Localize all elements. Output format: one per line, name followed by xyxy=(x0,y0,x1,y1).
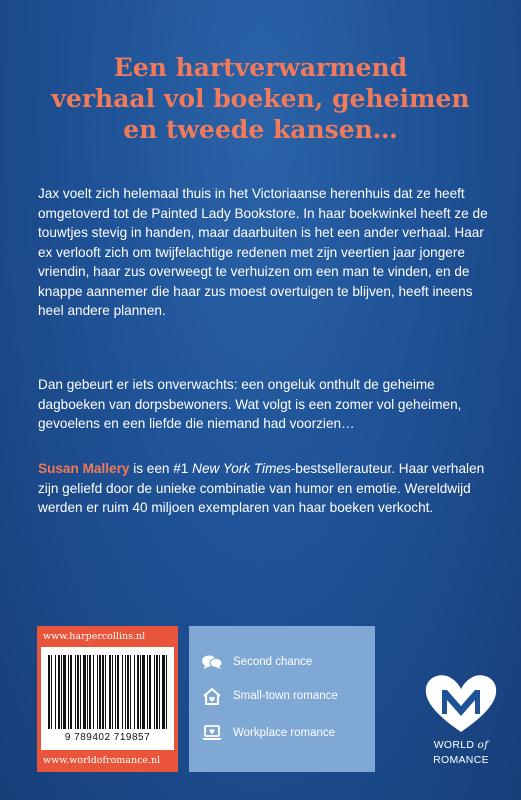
barcode-bar xyxy=(112,655,113,729)
world-of-romance-logo xyxy=(418,670,504,780)
genre-workplace-romance xyxy=(201,721,335,745)
barcode-bar xyxy=(58,655,60,729)
barcode-bar xyxy=(51,655,52,729)
publisher-url[interactable]: www.harpercollins.nl xyxy=(43,631,146,642)
author-bio xyxy=(38,459,488,518)
barcode-panel xyxy=(37,626,178,772)
genre-label: Second chance xyxy=(233,656,313,668)
barcode-bar xyxy=(137,655,139,729)
newspaper-title: New York Times xyxy=(192,461,291,476)
barcode-bar xyxy=(93,655,94,729)
barcode-bar xyxy=(68,655,69,729)
chat-bubbles-icon xyxy=(201,653,223,671)
barcode-bar xyxy=(159,655,160,729)
barcode-bar xyxy=(122,655,123,729)
isbn-number: 9 789402 719857 xyxy=(64,732,151,743)
barcode-bar xyxy=(77,655,79,729)
blurb-paragraph-2: Dan gebeurt er iets onverwachts: een ongeluk onthult de geheime dagboeken van dorpsbewoners. Wat volgt is een zomer vol geheimen, gevoelens en een liefde die niemand had voorzien… xyxy=(38,377,462,431)
headline-line-1: Een hartverwarmend xyxy=(113,53,408,82)
genre-panel xyxy=(189,626,375,772)
barcode-bar xyxy=(63,655,66,729)
barcode-bar xyxy=(80,655,81,729)
barcode-bar xyxy=(149,655,151,729)
headline-line-2: verhaal vol boeken, geheimen xyxy=(51,84,470,113)
genre-small-town-romance xyxy=(201,684,338,708)
barcode-bar xyxy=(142,655,145,729)
heart-logo-icon xyxy=(418,670,504,736)
genre-second-chance xyxy=(201,650,312,674)
house-heart-icon xyxy=(201,687,223,705)
barcode-bar xyxy=(156,655,158,729)
barcode-bar xyxy=(105,655,106,729)
barcode-bar xyxy=(102,655,104,729)
barcode-bar xyxy=(83,655,86,729)
barcode-bar xyxy=(154,655,155,729)
barcode-area xyxy=(41,647,174,750)
barcode-bar xyxy=(134,655,135,729)
barcode-bar xyxy=(89,655,91,729)
headline-line-3: en tweede kansen… xyxy=(123,115,398,144)
author-bio-part: is een #1 xyxy=(129,461,193,476)
barcode-bar xyxy=(166,655,167,729)
genre-label: Small-town romance xyxy=(233,690,338,702)
barcode-bar xyxy=(109,655,111,729)
barcode-bar xyxy=(130,655,131,729)
barcode-bar xyxy=(99,655,101,729)
series-url[interactable]: www.worldofromance.nl xyxy=(43,755,161,766)
logo-text-world-of: WORLD of xyxy=(433,739,489,751)
barcode-bar xyxy=(162,655,165,729)
barcode-bar xyxy=(127,655,129,729)
headline xyxy=(20,52,501,145)
barcode-bar xyxy=(147,655,148,729)
barcode-bar xyxy=(97,655,98,729)
barcode-bar xyxy=(115,655,116,729)
laptop-heart-icon xyxy=(201,724,223,742)
blurb-paragraph-1: Jax voelt zich helemaal thuis in het Victoriaanse herenhuis dat ze heeft omgetoverd tot de Painted Lady Bookstore. In haar boekwinkel heeft ze de touwtjes stevig in handen, maar daarbuiten is het een ander verhaal. Haar ex verlooft zich om twijfelachtige redenen met zijn veertien jaar jongere vriendin, haar zus overweegt te verhuizen om een man te vinden, en de knappe aannemer die haar zus moest overtuigen te blijven, heeft ineens heel andere plannen. xyxy=(38,186,488,318)
author-bio-rest: -bestsellerauteur. Haar verhalen zijn geliefd door de unieke combinatie van humor en emotie. Wereldwijd werden er ruim 40 miljoen exemplaren van haar boeken verkocht. xyxy=(38,461,485,515)
genre-label: Workplace romance xyxy=(233,727,336,739)
barcode-bar xyxy=(117,655,119,729)
barcode-bar xyxy=(55,655,56,729)
barcode-bar xyxy=(48,655,50,729)
barcode-bar xyxy=(75,655,76,729)
barcode-bar xyxy=(125,655,126,729)
author-name: Susan Mallery xyxy=(38,461,130,476)
barcode-bar xyxy=(70,655,72,729)
logo-text-romance: ROMANCE xyxy=(433,754,489,766)
barcode-bar xyxy=(87,655,88,729)
barcode-icon xyxy=(46,655,169,731)
barcode-bar xyxy=(61,655,62,729)
barcode-bar xyxy=(140,655,141,729)
